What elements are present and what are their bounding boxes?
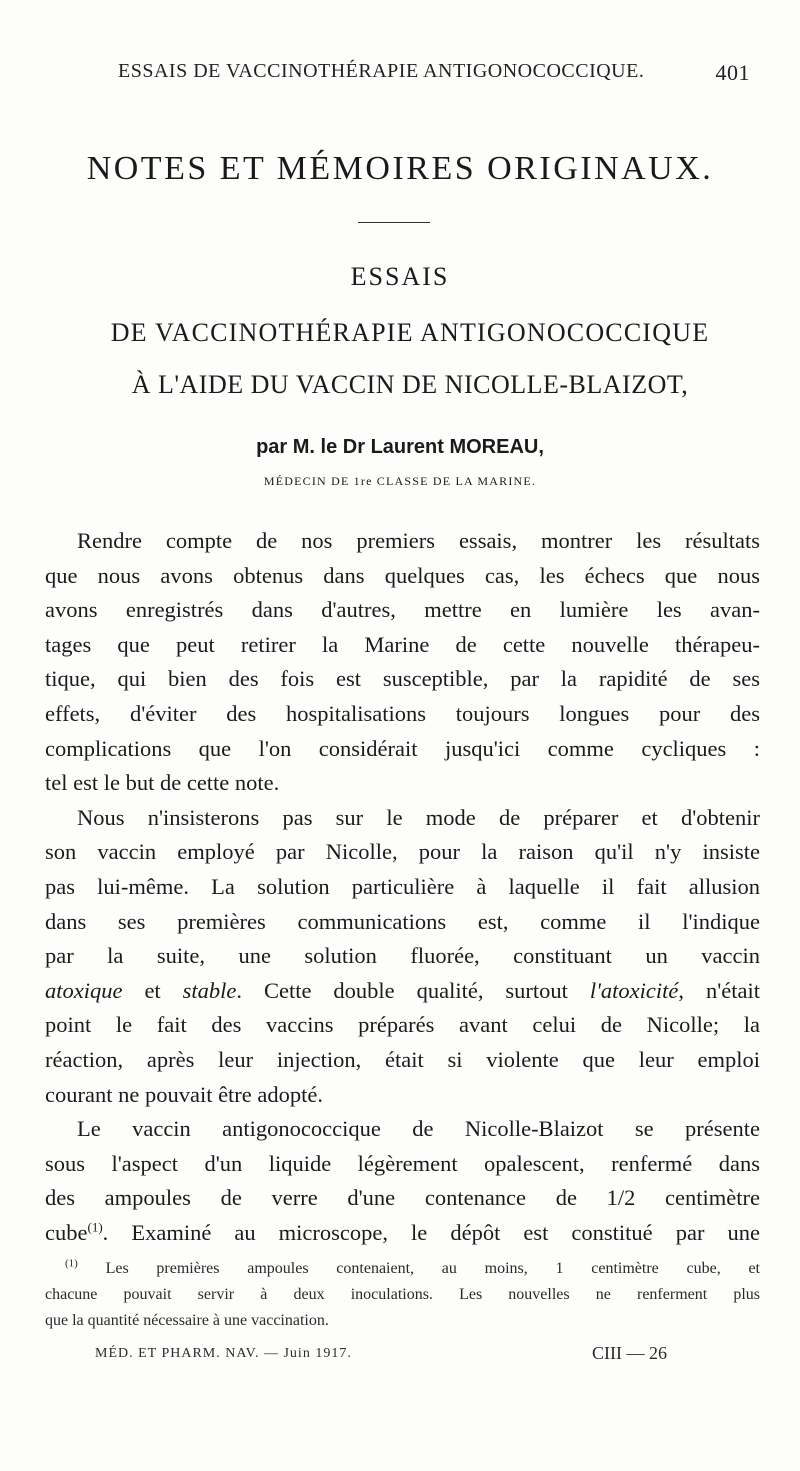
italic-term: l'atoxicité	[589, 977, 679, 1003]
text-run: cube	[45, 1219, 88, 1245]
running-title: ESSAIS DE VACCINOTHÉRAPIE ANTIGONOCOCCIQUE.	[118, 60, 645, 82]
body-line: que nous avons obtenus dans quelques cas, les échecs que nous	[45, 562, 760, 588]
body-line: pas lui-même. La solution particulière à laquelle il fait allusion	[45, 873, 760, 899]
body-line: courant ne pouvait être adopté.	[45, 1081, 324, 1107]
section-title: NOTES ET MÉMOIRES ORIGINAUX.	[86, 150, 714, 187]
title-divider	[358, 222, 430, 223]
text-run: , n'était	[678, 977, 760, 1003]
text-run: . Examiné au microscope, le dépôt est constitué par une	[102, 1219, 760, 1245]
journal-footer: MÉD. ET PHARM. NAV. — Juin 1917.	[95, 1346, 352, 1361]
body-line: des ampoules de verre d'une contenance de 1/2 centimètre	[45, 1185, 760, 1211]
body-line: Nous n'insisterons pas sur le mode de préparer et d'obtenir	[77, 804, 760, 830]
volume-sheet-footer: CIII — 26	[592, 1343, 667, 1363]
italic-term: atoxique	[45, 977, 123, 1003]
footnotes	[45, 1256, 760, 1334]
body-line-mixed	[45, 974, 760, 1009]
body-line: Rendre compte de nos premiers essais, montrer les résultats	[77, 528, 760, 553]
article-title-line-3: À L'AIDE DU VACCIN DE NICOLLE-BLAIZOT,	[131, 370, 689, 399]
footnote-line: chacune pouvait servir à deux inoculations. Les nouvelles ne renferment plus	[45, 1286, 760, 1303]
body-line: tages que peut retirer la Marine de cette nouvelle thérapeu-	[45, 631, 760, 657]
footnote-line	[45, 1256, 760, 1282]
footnote-reference[interactable]: (1)	[87, 1219, 103, 1235]
body-line: tel est le but de cette note.	[45, 770, 280, 796]
author-byline: par M. le Dr Laurent MOREAU,	[256, 436, 544, 458]
article-title-line-1: ESSAIS	[350, 262, 450, 291]
body-line: tique, qui bien des fois est susceptible, par la rapidité de ses	[45, 666, 760, 692]
text-run: et	[122, 977, 183, 1003]
body-line: réaction, après leur injection, était si violente que leur emploi	[45, 1046, 760, 1072]
article-body	[45, 524, 760, 1250]
text-run: . Cette double qualité, surtout	[236, 977, 590, 1003]
article-title-line-2: DE VACCINOTHÉRAPIE ANTIGONOCOCCIQUE	[110, 318, 710, 347]
body-line: par la suite, une solution fluorée, constituant un vaccin	[45, 943, 760, 969]
author-affiliation: MÉDECIN DE 1re CLASSE DE LA MARINE.	[263, 474, 537, 488]
italic-term: stable	[182, 977, 237, 1003]
footnote-mark: (1)	[65, 1257, 78, 1270]
body-line: complications que l'on considérait jusqu'ici comme cycliques :	[45, 735, 760, 761]
body-line: point le fait des vaccins préparés avant celui de Nicolle; la	[45, 1012, 760, 1038]
body-line-mixed	[45, 1216, 760, 1251]
footnote-line: que la quantité nécessaire à une vaccination.	[45, 1312, 329, 1329]
body-line: effets, d'éviter des hospitalisations toujours longues pour des	[45, 700, 760, 726]
footnote-text: Les premières ampoules contenaient, au moins, 1 centimètre cube, et	[105, 1260, 760, 1277]
body-line: Le vaccin antigonococcique de Nicolle-Blaizot se présente	[77, 1116, 760, 1142]
body-line: sous l'aspect d'un liquide légèrement opalescent, renfermé dans	[45, 1150, 760, 1176]
page-number: 401	[715, 60, 750, 85]
body-line: dans ses premières communications est, comme il l'indique	[45, 908, 760, 934]
body-line: avons enregistrés dans d'autres, mettre en lumière les avan-	[45, 597, 760, 623]
body-line: son vaccin employé par Nicolle, pour la raison qu'il n'y insiste	[45, 839, 760, 865]
